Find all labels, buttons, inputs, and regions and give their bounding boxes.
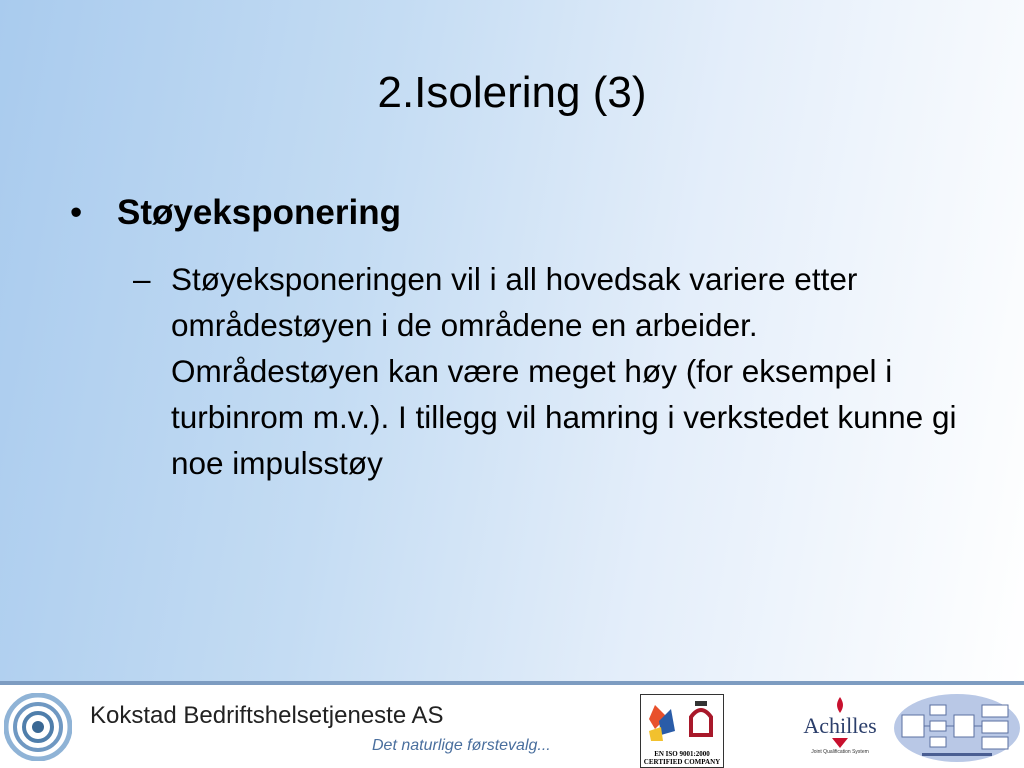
organization-chart-logo-icon xyxy=(892,691,1022,765)
slide-title: 2.Isolering (3) xyxy=(377,68,647,117)
bullet-marker: • xyxy=(70,193,83,232)
footer xyxy=(0,685,1024,768)
company-name: Kokstad Bedriftshelsetjeneste AS xyxy=(90,702,444,729)
company-logo-icon xyxy=(4,693,72,761)
achilles-wordmark: Achilles xyxy=(803,713,877,738)
iso-emblem-icon xyxy=(641,695,723,747)
iso-text-line2: CERTIFIED COMPANY xyxy=(643,758,721,766)
achilles-subtitle: Joint Qualification System xyxy=(811,749,869,755)
achilles-flame-icon xyxy=(800,695,880,715)
company-tagline: Det naturlige førstevalg... xyxy=(372,737,551,754)
sub-bullet-text: Støyeksponeringen vil i all hovedsak variere etter områdestøyen i de områdene en arbeider. Områdestøyen kan være meget høy (for eksempel i turbinrom m.v.). I tillegg vil hamring i verkstedet kunne gi noe impulsstøy xyxy=(171,261,957,481)
achilles-logo xyxy=(800,695,880,765)
sub-bullet-marker: – xyxy=(133,261,151,297)
iso-text-line1: EN ISO 9001:2000 xyxy=(654,750,710,758)
iso-certification-badge xyxy=(640,694,724,768)
bullet-heading: Støyeksponering xyxy=(117,193,401,232)
